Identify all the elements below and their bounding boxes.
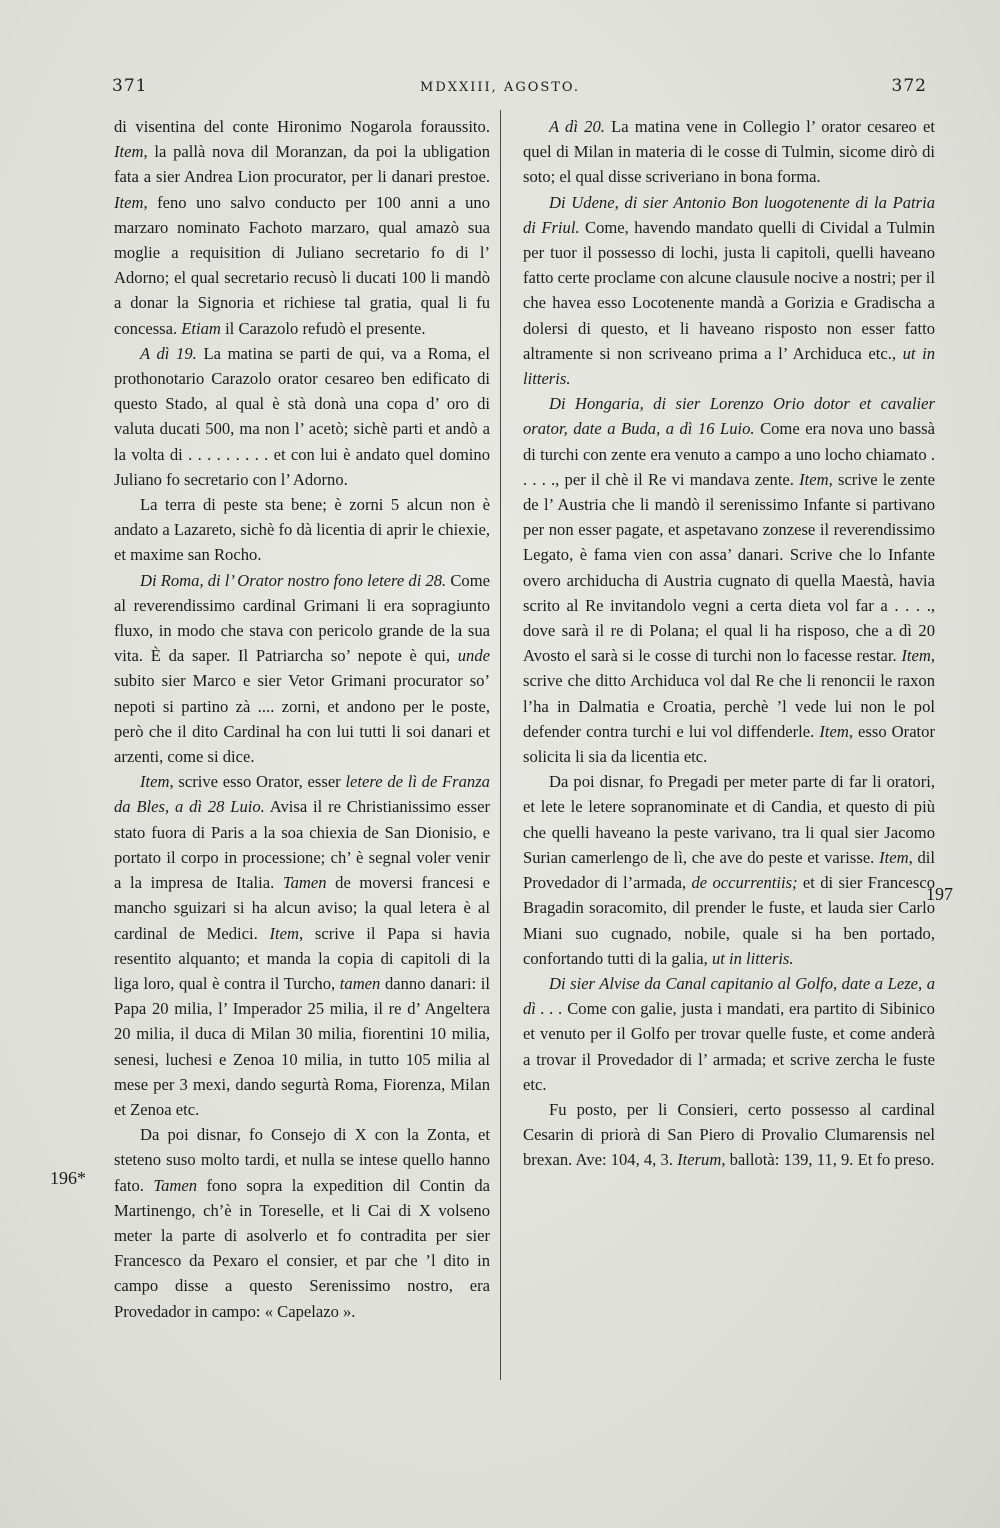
left-page-number: 371 (112, 76, 148, 96)
left-column-paragraph: Da poi disnar, fo Consejo di X con la Zonta, et steteno suso molto tardi, et nulla se intese quello hanno fato. Tamen fono sopra la expedition dil Contin da Martinengo, ch’è in Toreselle, et li Cai di X volseno meter la parte di asolverlo et fo contradita per sier Francesco da Pexaro el consier, et par che ’l dito in campo disse a questo Serenissimo nostro, era Provedador in campo: « Capelazo ». (114, 1125, 490, 1321)
margin-folio-mark-right: 197 (926, 884, 953, 904)
running-title: MDXXIII, AGOSTO. (420, 80, 580, 95)
right-column-paragraph: Da poi disnar, fo Pregadi per meter parte di far li oratori, et lete le letere sopranominate et di Candia, et questo di più che quelli haveano la peste varivano, tra li qual sier Jacomo Surian camerlengo de lì, che ave do peste et varisse. Item, dil Provedador di l’armada, de occurrentiis; et di sier Francesco Bragadin soracomito, dil prender le fuste, et lauda sier Carlo Miani suo cugnado, nobile, quale si ha ben portado, confortando tutti di la galia, ut in litteris. (523, 772, 935, 968)
right-text-column (523, 114, 935, 1173)
column-divider (500, 110, 501, 1380)
right-column-paragraph: Fu posto, per li Consieri, certo possesso al cardinal Cesarin di priorà di San Piero di Provalio Clumarensis nel brexan. Ave: 104, 4, 3. Iterum, ballotà: 139, 11, 9. Et fo preso. (523, 1099, 935, 1170)
left-column-paragraph: A dì 19. La matina se parti de qui, va a Roma, el prothonotario Carazolo orator cesareo ben edificato di questo Stado, al qual è stà donà una copa d’ oro di valuta ducati 500, ma non l’ acetò; sichè parti et andò a la volta di . . . . . . . . . et con lui è andato quel domino Juliano fo secretario con l’ Adorno. (114, 343, 490, 489)
left-text-column (114, 114, 490, 1324)
margin-folio-mark-left: 196* (50, 1168, 86, 1188)
left-column-paragraph: di visentina del conte Hironimo Nogarola foraussito. Item, la pallà nova dil Moranzan, da poi la ubligation fata a sier Andrea Lion procurator, per li danari prestoe. Item, feno uno salvo conducto per 100 anni a uno marzaro nominato Fachoto marzaro, qual amazò sua moglie a requisition di Juliano secretario fo di l’ Adorno; el qual secretario recusò li ducati 100 li mandò a donar la Signoria et richiese tal gratia, qual li fu concessa. Etiam il Carazolo refudò el presente. (114, 117, 490, 338)
right-column-paragraph: Di Udene, di sier Antonio Bon luogotenente di la Patria di Friul. Come, havendo mandato quelli di Cividal a Tulmin per tuor il possesso di lochi, justa li capitoli, quelli haveano fatto certe proclame con alcune clausule nocive a nostri; per il che havea esso Locotenente mandà a Gorizia e Gradischa a dolersi di questo, et li haveano risposto non esser fatto altramente si non scriveano prima a l’ Archiduca etc., ut in litteris. (523, 192, 935, 389)
left-column-paragraph: Item, scrive esso Orator, esser letere de lì de Franza da Bles, a dì 28 Luio. Avisa il re Christianissimo esser stato fuora di Paris a la soa chiexia de San Dionisio, e portato il corpo in processione; ch’ è segnal voler venir a la impresa de Italia. Tamen de moversi francesi e mancho sguizari si ha alcun aviso; la qual letera è al cardinal de Medici. Item, scrive il Papa si havia resentito alquanto; et manda la copia di capitoli di la liga loro, qual è contra il Turcho, tamen danno danari: il Papa 20 milia, l’ Imperador 25 milia, il re d’ Angeltera 20 milia, il duca di Milan 30 milia, fiorentini 10 milia, senesi, luchesi e Zenoa 10 milia, in tutto 105 milia al mese per 3 mexi, dando segurtà Roma, Fiorenza, Milan et Zenoa etc. (114, 772, 491, 1119)
left-column-paragraph: Di Roma, di l’ Orator nostro fono letere di 28. Come al reverendissimo cardinal Grimani li era sopragiunto fluxo, in modo che stava con pericolo grande de la sua vita. È da saper. Il Patriarcha so’ nepote è qui, unde subito sier Marco e sier Vetor Grimani procurator so’ nepoti si partino zà .... zorni, et andono per le poste, però che il dito Cardinal ha con lui tutti li soi danari et arzenti, come si dice. (114, 570, 491, 767)
right-column-paragraph: Di Hongaria, di sier Lorenzo Orio dotor et cavalier orator, date a Buda, a dì 16 Luio. Come era nova uno bassà di turchi con zente era venuto a campo a uno locho chiamato . . . . ., per il chè il Re vi mandava zente. Item, scrive le zente de l’ Austria che li mandò il serenissimo Infante si partivano per non esser pagate, et aspetavano zonzese il reverendissimo Legato, è fama vien con assa’ danari. Scrive che lo Infante overo archiducha di Austria cugnato di quella Maestà, havia scrito al Re invitandolo vegni a certa dieta vol far a . . . ., dove sarà il re di Polana; el qual li ha risposo, che a dì 20 Avosto el sarà si le cosse di turchi non lo facesse restar. Item, scrive che ditto Archiduca vol dal Re che li renoncii le raxon l’ha in Dalmatia e Croatia, perchè ’l vede lui non le pol defender contra turchi e lui vol diffenderle. Item, esso Orator solicita li sia da licentia etc. (523, 394, 936, 767)
right-page-number: 372 (891, 76, 927, 96)
right-column-paragraph: A dì 20. La matina vene in Collegio l’ orator cesareo et quel di Milan in materia di le cosse di Tulmin, sicome dirò di soto; el qual disse scriveriano in bona forma. (523, 117, 935, 187)
left-column-paragraph: La terra di peste sta bene; è zorni 5 alcun non è andato a Lazareto, sichè fo dà licentia di aprir le chiexie, et maxime san Rocho. (114, 495, 490, 565)
right-column-paragraph: Di sier Alvise da Canal capitanio al Golfo, date a Leze, a dì . . . Come con galie, justa i mandati, era partito di Sibinico et venuto per il Golfo per trovar quelle fuste, et come anderà a trovar il Provedador di l’ armada; et scrive zercha le fuste etc. (523, 973, 935, 1094)
